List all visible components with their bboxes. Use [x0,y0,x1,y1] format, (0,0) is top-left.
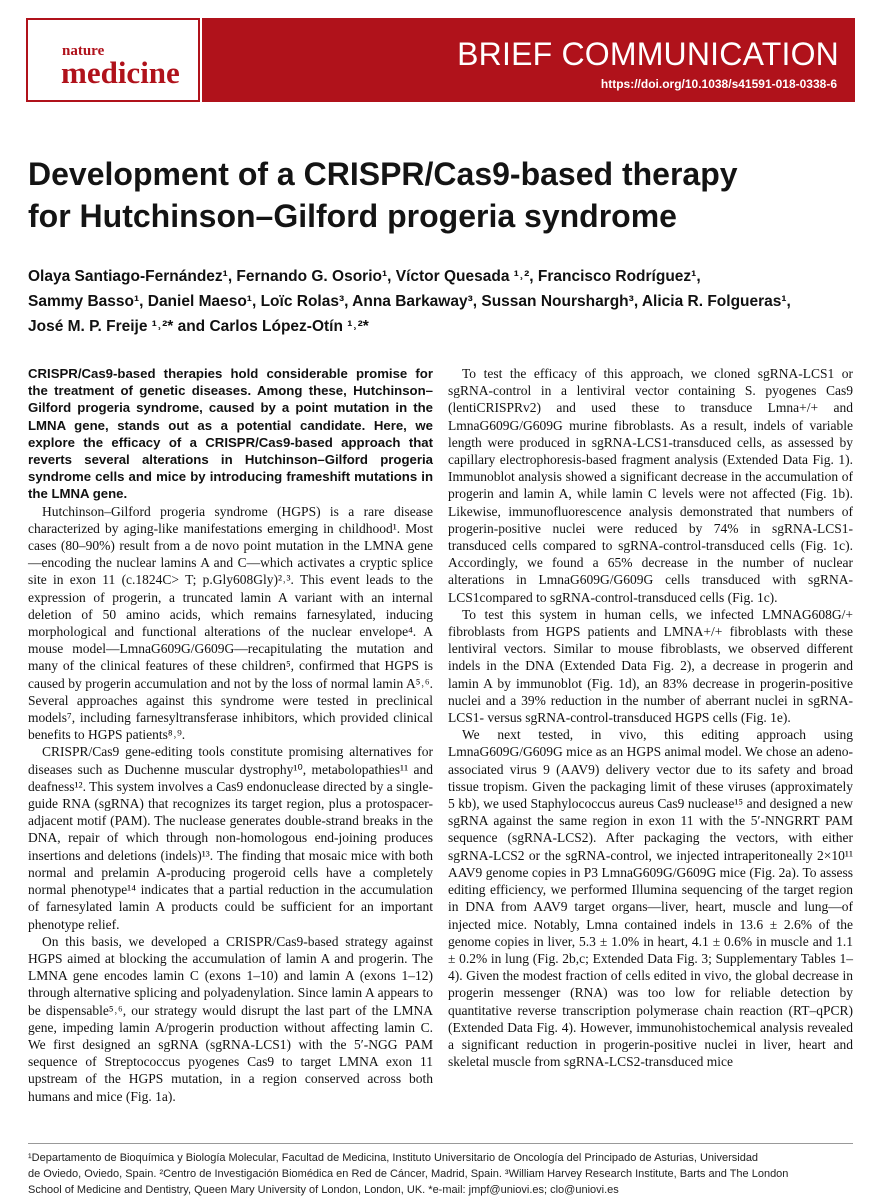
body-paragraph: We next tested, in vivo, this editing approach using LmnaG609G/G609G mice as an HGPS animal model. We chose an adeno-associated virus 9 (AAV9) delivery vector due to its safety and broad tissue tropism. Given the packaging limit of these viruses (approximately 5 kb), we used Staphylococcus aureus Cas9 nuclease¹⁵ and designed a new sgRNA against the same region in exon 11 with the 5′-NNGRRT PAM sequence (sgRNA-LCS2). After packaging the vectors, with either sgRNA-LCS2 or the sgRNA-control, we injected intraperitoneally 2×10¹¹ AAV9 genome copies in P3 LmnaG609G/G609G mice (Fig. 2a). To assess editing efficiency, we performed Illumina sequencing of the target region in DNA from AAV9 target organs—liver, heart, muscle and lung—of injected mice. Notably, Lmna contained indels in 13.6 ± 2.6% of the genome copies in liver, 5.3 ± 1.0% in heart, 4.1 ± 0.6% in muscle and 1.1 ± 0.2% in lung (Fig. 2b,c; Extended Data Fig. 3; Supplementary Tables 1–4). Given the modest fraction of cells edited in vivo, the global decrease in progerin messenger (RNA) was too low for reliable detection by quantitative reverse transcription polymerase chain reaction (RT–qPCR) (Extended Data Fig. 4). However, immunohistochemical analysis revealed a significant reduction in progerin-positive nuclei in liver, heart and skeletal muscle from sgRNA-LCS2-transduced mice [448,727,853,1070]
body-paragraph: To test this system in human cells, we infected LMNAG608G/+ fibroblasts from HGPS patients and LMNA+/+ fibroblasts with these lentiviral vectors. Similar to mouse fibroblasts, we observed different indels in the DNA (Extended Data Fig. 2), a decrease in progerin and lamin A by immunoblot (Fig. 1d), an 83% decrease in progerin-positive nuclei and a 39% reduction in the number of aberrant nuclei in sgRNA-LCS1- versus sgRNA-control-transduced HGPS cells (Fig. 1e). [448,606,853,726]
body-paragraph: On this basis, we developed a CRISPR/Cas9-based strategy against HGPS aimed at blocking the accumulation of lamin A and progerin. The LMNA gene encodes lamin C (exons 1–10) and lamin A (exons 1–12) through alternative splicing and polyadenylation. Since lamin A appears to be dispensable⁵˒⁶, our strategy would disrupt the last part of the LMNA gene, impeding lamin A/progerin production without affecting lamin C. We first designed an sgRNA (sgRNA-LCS1) with the 5′-NGG PAM sequence of Streptococcus pyogenes Cas9 to target LMNA exon 11 upstream of the HGPS mutation, in a region conserved across both humans and mice (Fig. 1a). [28,933,433,1104]
author-line-2: Sammy Basso¹, Daniel Maeso¹, Loïc Rolas³, Anna Barkaway³, Sussan Nourshargh³, Alicia R. Folgueras¹, [28,293,791,310]
footnote-line-1: ¹Departamento de Bioquímica y Biología Molecular, Facultad de Medicina, Instituto Universitario de Oncología del Principado de Asturias, Universidad [28,1152,759,1164]
footnote-line-3: School of Medicine and Dentistry, Queen Mary University of London, London, UK. *e-mail: jmpf@uniovi.es; clo@uniovi.es [28,1184,619,1196]
body-paragraph: Hutchinson–Gilford progeria syndrome (HGPS) is a rare disease characterized by aging-like manifestations emerging in childhood¹. Most cases (80–90%) result from a de novo point mutation in the LMNA gene—encoding the nuclear lamins A and C—which activates a cryptic splice site in exon 11 (c.1824C> T; p.Gly608Gly)²˒³. This event leads to the expression of progerin, a truncated lamin A variant with an internal deletion of 50 amino acids, which remains farnesylated, inducing morphological and functional alterations of the nuclear envelope⁴. A mouse model—LmnaG609G/G609G—recapitulating the mutation and many of the clinical features of these children⁵, confirmed that HGPS is caused by progerin accumulation and not by the loss of normal lamin A⁵˒⁶. Several approaches against this syndrome were tested in preclinical models⁷, including farnesyltransferase inhibitors, which provided clinical benefits to HGPS patients⁸˒⁹. [28,503,433,743]
title-line-1: Development of a CRISPR/Cas9-based therapy [28,156,738,192]
left-column [28,365,433,1105]
body-paragraph: To test the efficacy of this approach, we cloned sgRNA-LCS1 or sgRNA-control in a lentiviral vector containing S. pyogenes Cas9 (lentiCRISPRv2) and used these to transduce Lmna+/+ and LmnaG609G/G609G murine fibroblasts. As a result, indels of variable length were produced in sgRNA-LCS1-transduced cells, as assessed by capillary electrophoresis-based fragment analysis (Extended Data Fig. 1). Immunoblot analysis showed a significant decrease in the accumulation of progerin and lamin A, while lamin C levels were not affected (Fig. 1b). Likewise, immunofluorescence analysis demonstrated that numbers of progerin-positive nuclei were reduced by 74% in sgRNA-LCS1-transduced cells compared to sgRNA-control-transduced cells (Fig. 1c). Accordingly, we found a 65% decrease in the number of nuclear alterations in LmnaG609G/G609G cells transduced with sgRNA-LCS1compared to sgRNA-control-transduced cells (Fig. 1c). [448,366,853,605]
author-line-1: Olaya Santiago-Fernández¹, Fernando G. Osorio¹, Víctor Quesada ¹˒², Francisco Rodríguez¹, [28,268,701,285]
footnote-divider [28,1143,853,1144]
right-column [448,365,853,1070]
article-title [28,153,848,237]
doi-link[interactable]: https://doi.org/10.1038/s41591-018-0338-6 [600,77,837,91]
article-type: BRIEF COMMUNICATION [457,36,839,72]
body-paragraph: CRISPR/Cas9 gene-editing tools constitute promising alternatives for diseases such as Duchenne muscular dystrophy¹⁰, metabolopathies¹¹ and deafness¹². This system involves a Cas9 endonuclease directed by a single-guide RNA (sgRNA) that recognizes its target region, plus a protospacer-adjacent motif (PAM). The nuclease generates double-strand breaks in the DNA, repair of which through non-homologous end-joining produces insertions and deletions (indels)¹³. The finding that mosaic mice with both normal and prelamin A-producing progeroid cells have a completely normal phenotype¹⁴ indicates that a partial reduction in the accumulation of farnesylated lamin A products could be sufficient for an important phenotype relief. [28,744,433,932]
header-band [202,18,855,102]
journal-logo [26,18,200,102]
author-list [28,264,858,339]
logo-medicine: medicine [61,55,180,90]
footnote-line-2: de Oviedo, Oviedo, Spain. ²Centro de Investigación Biomédica en Red de Cáncer, Madrid, Spain. ³William Harvey Research Institute, Barts and The London [28,1168,789,1180]
abstract: CRISPR/Cas9-based therapies hold considerable promise for the treatment of genetic diseases. Among these, Hutchinson–Gilford progeria syndrome, caused by a point mutation in the LMNA gene, stands out as a potential candidate. Here, we explore the efficacy of a CRISPR/Cas9-based approach that reverts several alterations in Hutchinson–Gilford progeria syndrome cells and mice by introducing frameshift mutations in the LMNA gene. [28,366,433,502]
title-line-2: for Hutchinson–Gilford progeria syndrome [28,198,677,234]
affiliations-footnote [28,1150,853,1198]
author-line-3: José M. P. Freije ¹˒²* and Carlos López-Otín ¹˒²* [28,318,369,335]
logo-nature: nature [62,43,105,59]
